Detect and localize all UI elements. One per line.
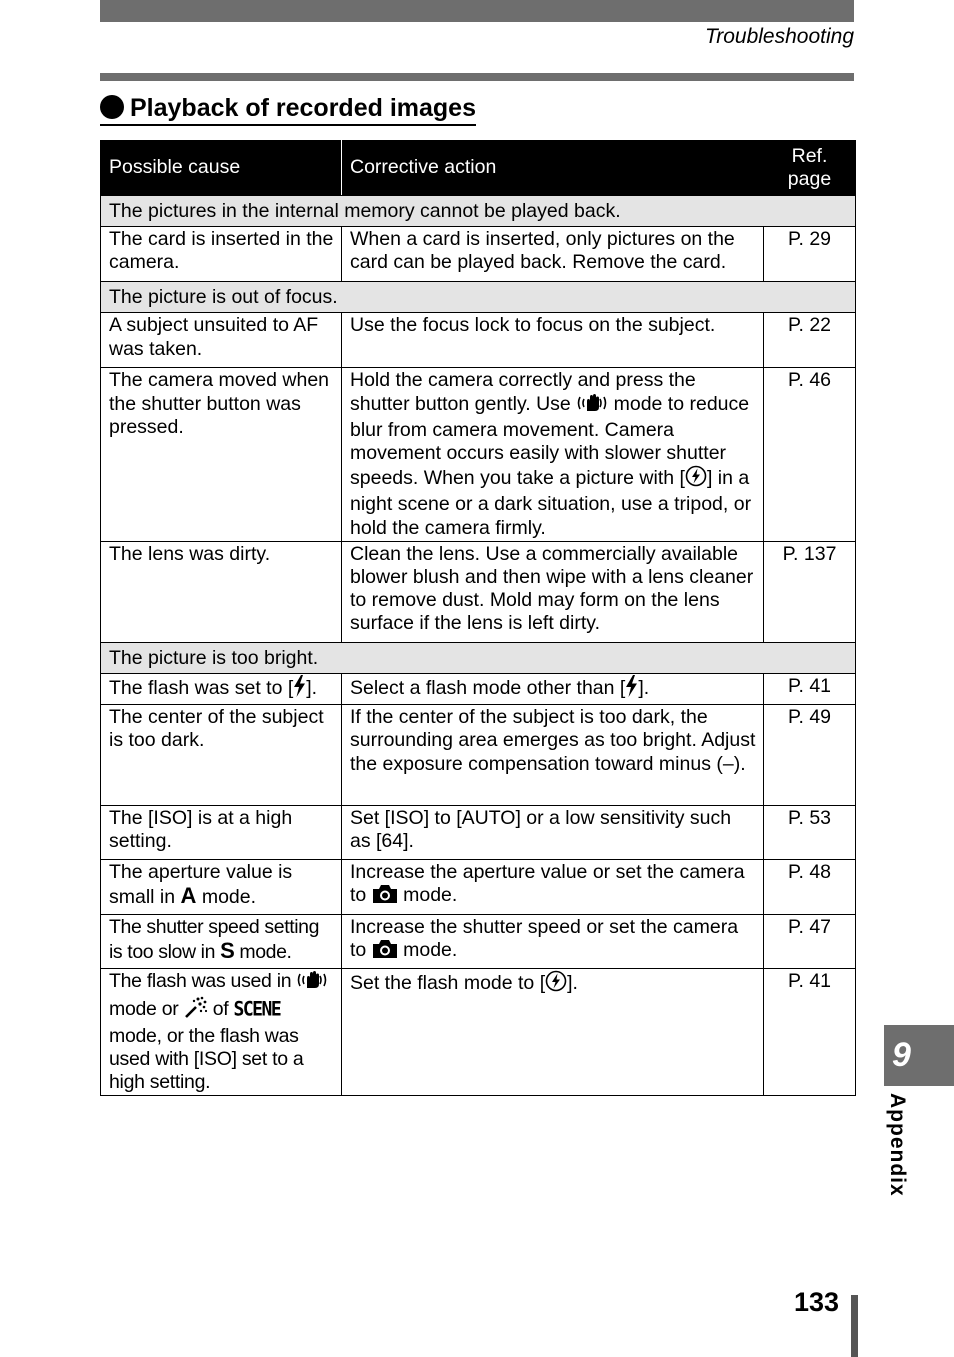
- header-ref-line2: page: [787, 168, 832, 190]
- table-row: [101, 368, 856, 541]
- table-row: [101, 806, 856, 860]
- bullet-icon: [100, 95, 124, 119]
- chapter-tab: 9: [884, 1025, 954, 1086]
- action-text: ] in a night scene or a dark situation, use a tripod, or hold the camera firmly.: [350, 467, 752, 539]
- chapter-label: Appendix: [886, 1093, 909, 1197]
- flash-bolt-icon: [293, 675, 306, 703]
- rule-bar: [100, 73, 854, 81]
- camera-icon: [372, 884, 398, 910]
- shutter-mode-letter: S: [220, 938, 235, 964]
- cause-text: The aperture value is small in: [109, 861, 293, 909]
- top-bar: [100, 0, 854, 22]
- action-cell: When a card is inserted, only pictures on the card can be played back. Remove the card.: [342, 227, 764, 282]
- action-cell: [342, 969, 764, 1096]
- ref-cell: P. 46: [764, 368, 856, 541]
- action-text: mode.: [403, 884, 458, 907]
- ref-cell: P. 49: [764, 705, 856, 806]
- table-row: [101, 860, 856, 915]
- action-cell: [342, 915, 764, 969]
- ref-cell: P. 41: [764, 969, 856, 1096]
- cause-cell: A subject unsuited to AF was taken.: [101, 313, 342, 368]
- cause-text: The flash was used in: [109, 970, 292, 993]
- troubleshooting-table: [100, 140, 856, 1096]
- action-text: Increase the shutter speed or set the camera to: [350, 916, 739, 962]
- ref-cell: P. 53: [764, 806, 856, 860]
- aperture-mode-letter: A: [180, 883, 197, 909]
- cause-text: mode, or the flash was used with [ISO] set to a high setting.: [109, 1024, 304, 1094]
- section-title: [100, 93, 476, 126]
- ref-cell: P. 47: [764, 915, 856, 969]
- table-row: [101, 313, 856, 368]
- cause-cell: The center of the subject is too dark.: [101, 705, 342, 806]
- action-text: mode to reduce blur from camera movement. Camera movement occurs easily with slower shutter speeds. When you take a picture with [: [350, 392, 750, 490]
- ref-cell: P. 41: [764, 674, 856, 705]
- cause-cell: [101, 969, 342, 1096]
- action-text: ].: [567, 972, 578, 995]
- action-cell: If the center of the subject is too dark, the surrounding area emerges as too bright. Adjust the exposure compensation toward minus (–).: [342, 705, 764, 806]
- cause-text: mode or: [109, 998, 179, 1021]
- group-row: [101, 282, 856, 313]
- action-text: ].: [638, 677, 650, 700]
- flash-bolt-icon: [625, 675, 638, 703]
- group-row: [101, 642, 856, 673]
- table-row: [101, 227, 856, 282]
- page-number: 133: [794, 1287, 840, 1317]
- header-ref: [764, 141, 856, 196]
- cause-text: mode.: [239, 941, 292, 964]
- cause-cell: The [ISO] is at a high setting.: [101, 806, 342, 860]
- action-text: Hold the camera correctly and press the shutter button gently. Use: [350, 369, 696, 415]
- table-row: [101, 674, 856, 705]
- camera-icon: [372, 939, 398, 965]
- cause-cell: [101, 674, 342, 705]
- group-label: The picture is too bright.: [101, 642, 856, 673]
- header-cause: Possible cause: [101, 141, 342, 196]
- cause-text: mode.: [201, 886, 257, 909]
- header-action: Corrective action: [342, 141, 764, 196]
- ref-cell: P. 137: [764, 541, 856, 642]
- action-cell: [342, 860, 764, 915]
- ref-cell: P. 48: [764, 860, 856, 915]
- table-header-row: [101, 141, 856, 196]
- ref-cell: P. 29: [764, 227, 856, 282]
- cause-cell: [101, 860, 342, 915]
- table-row: [101, 705, 856, 806]
- page-bar: [851, 1295, 858, 1357]
- running-head: Troubleshooting: [704, 25, 854, 48]
- scene-mode-label: SCENE: [233, 998, 281, 1022]
- cause-text: The flash was set to [: [109, 677, 294, 700]
- cause-text: of: [212, 998, 229, 1021]
- section-title-text: Playback of recorded images: [130, 94, 476, 122]
- hand-shake-icon: [296, 970, 328, 996]
- cause-cell: The camera moved when the shutter button was pressed.: [101, 368, 342, 541]
- hand-shake-icon: [576, 393, 608, 419]
- cause-cell: The card is inserted in the camera.: [101, 227, 342, 282]
- group-row: [101, 196, 856, 227]
- fireworks-icon: [184, 996, 208, 1024]
- action-cell: [342, 368, 764, 541]
- slow-sync-flash-icon: [685, 465, 707, 493]
- action-cell: [342, 674, 764, 705]
- header-ref-line1: Ref.: [791, 144, 828, 167]
- action-text: Set the flash mode to [: [350, 972, 546, 995]
- action-cell: Set [ISO] to [AUTO] or a low sensitivity such as [64].: [342, 806, 764, 860]
- slow-sync-flash-icon: [545, 970, 567, 998]
- action-text: Select a flash mode other than [: [350, 677, 626, 700]
- group-label: The picture is out of focus.: [101, 282, 856, 313]
- table-row: [101, 915, 856, 969]
- action-cell: Use the focus lock to focus on the subject.: [342, 313, 764, 368]
- cause-text: The shutter speed setting is too slow in: [109, 916, 320, 964]
- group-label: The pictures in the internal memory cannot be played back.: [101, 196, 856, 227]
- ref-cell: P. 22: [764, 313, 856, 368]
- table-row: [101, 541, 856, 642]
- cause-cell: The lens was dirty.: [101, 541, 342, 642]
- table-row: [101, 969, 856, 1096]
- action-text: mode.: [403, 939, 458, 962]
- action-text: Increase the aperture value or set the camera to: [350, 861, 745, 907]
- cause-text: ].: [306, 677, 318, 700]
- cause-cell: [101, 915, 342, 969]
- action-cell: Clean the lens. Use a commercially available blower blush and then wipe with a lens cleaner to remove dust. Mold may form on the lens surface if the lens is left dirty.: [342, 541, 764, 642]
